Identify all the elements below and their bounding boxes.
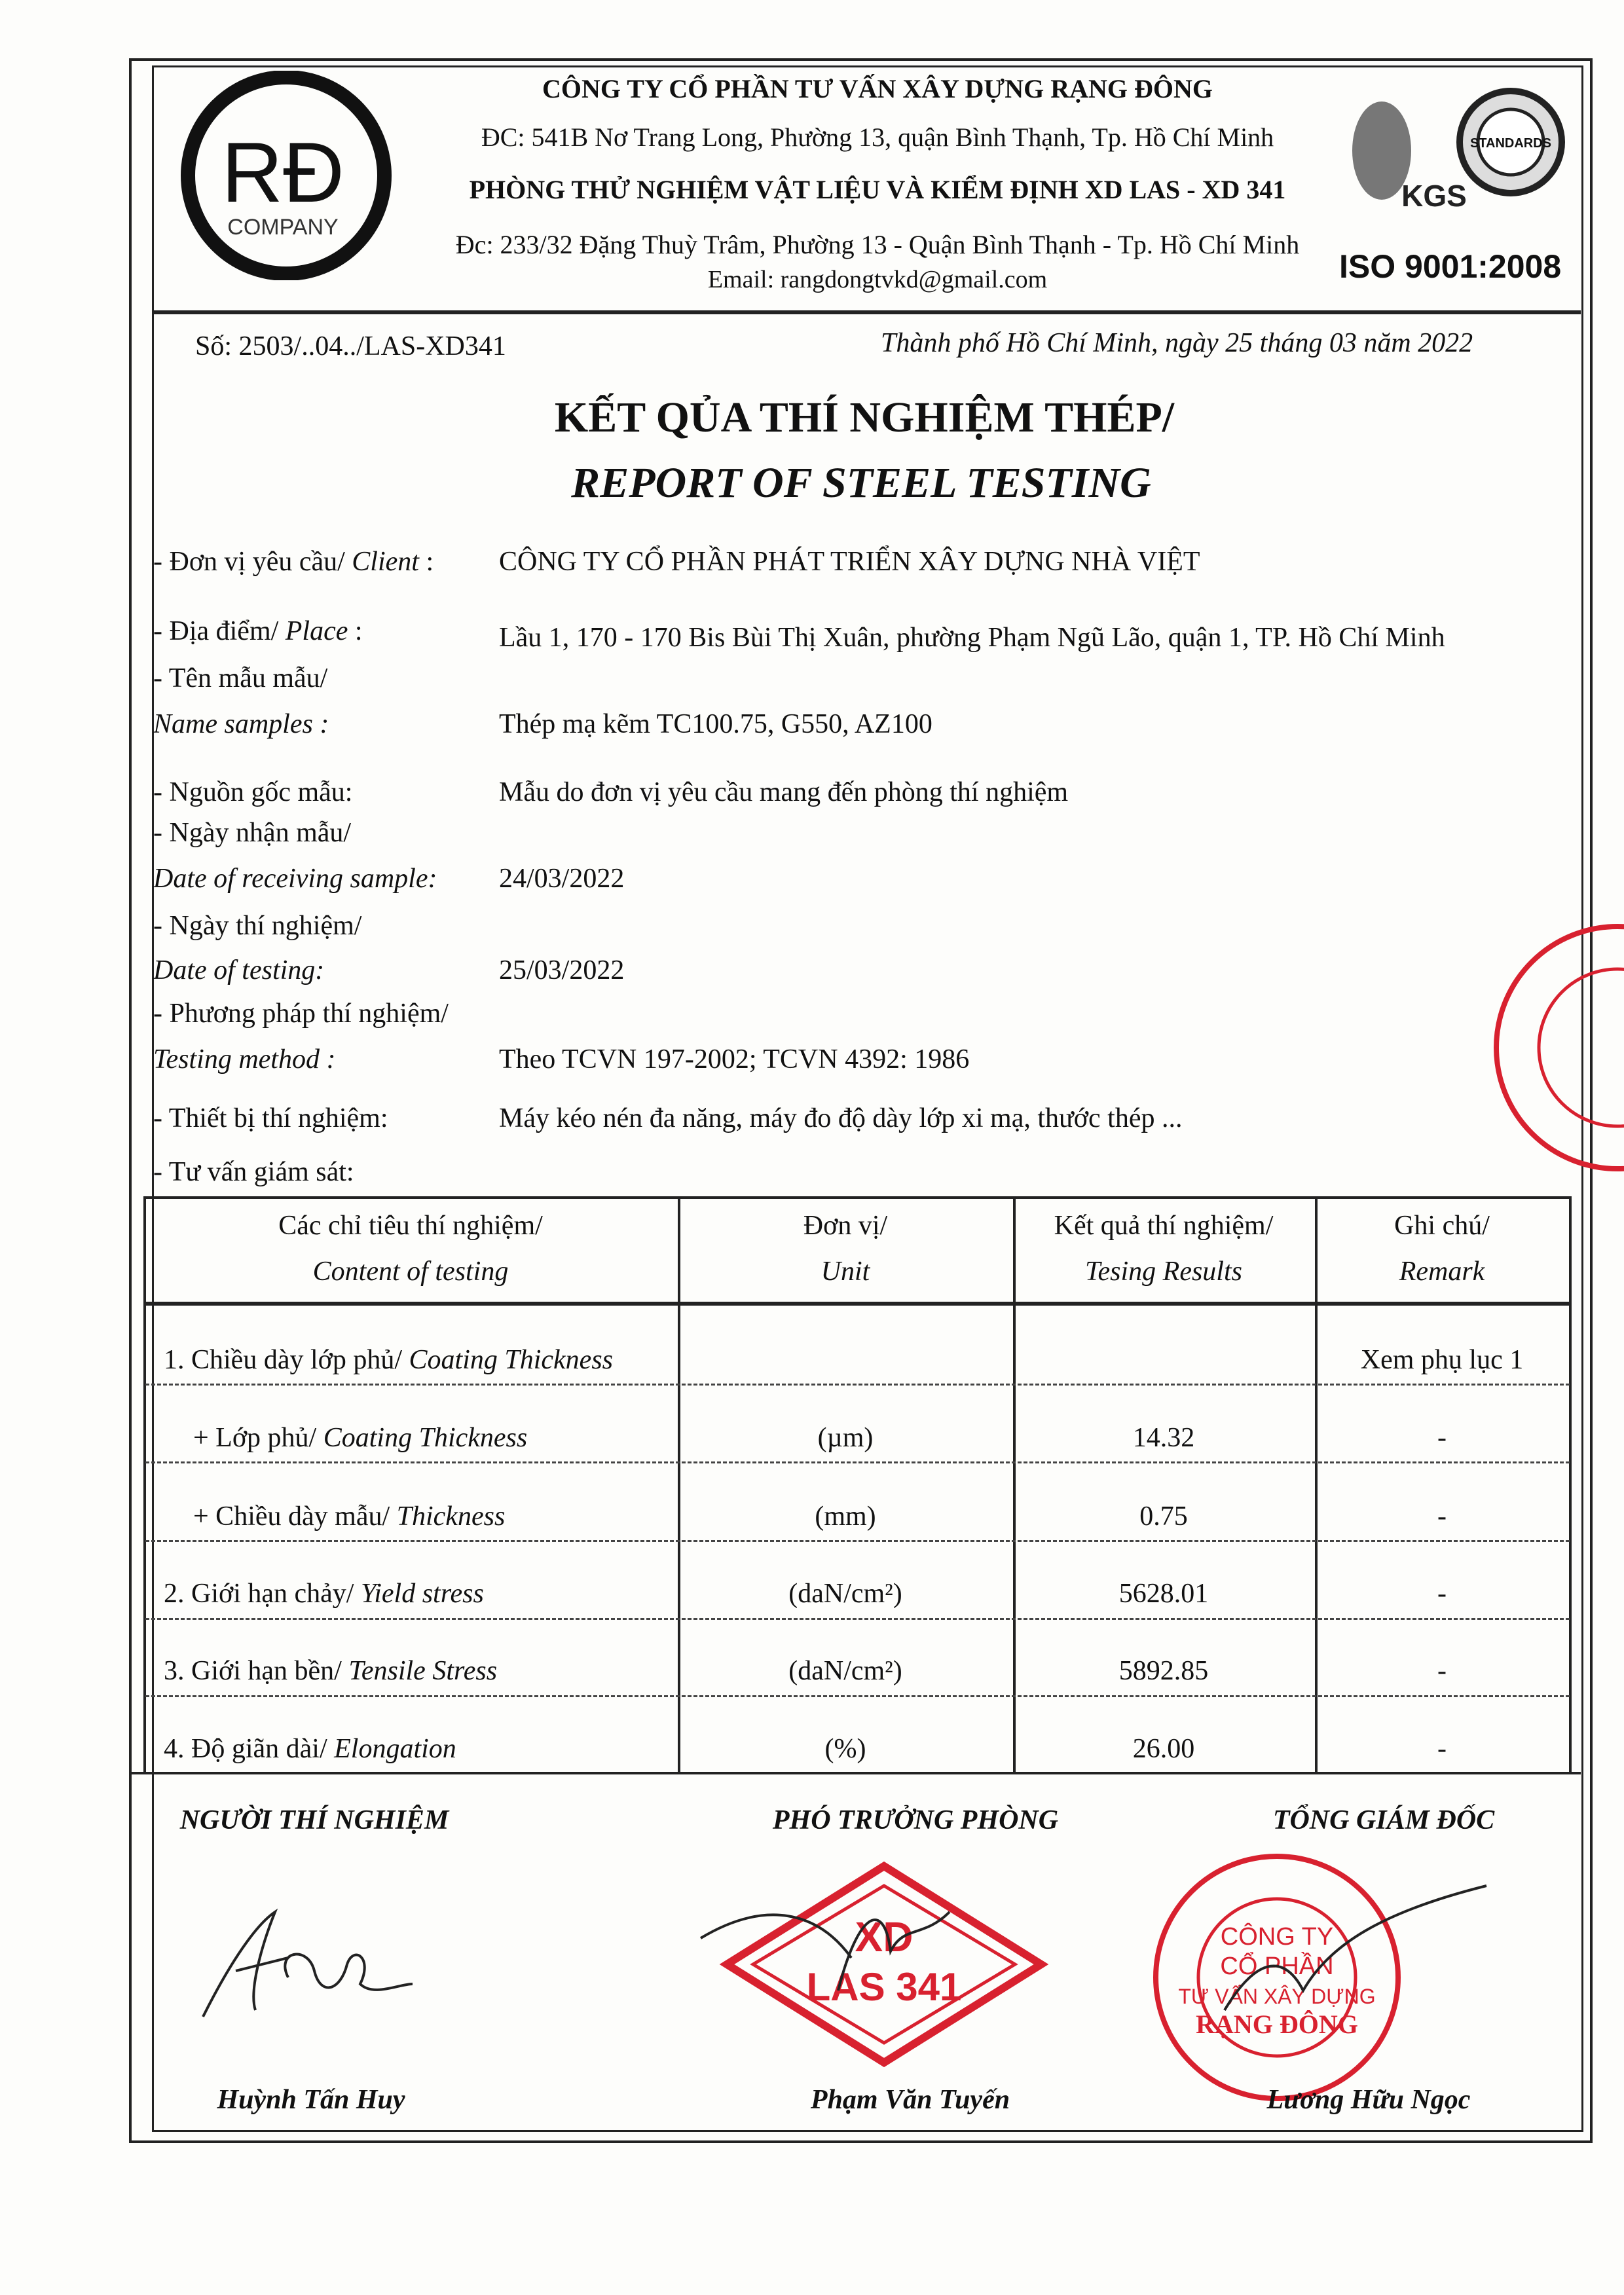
origin-value: Mẫu do đơn vị yêu cầu mang đến phòng thí nghiệm	[499, 777, 1069, 807]
table-row-content: 2. Giới hạn chảy/ Yield stress	[164, 1579, 484, 1609]
title-vi: KẾT QỦA THÍ NGHIỆM THÉP/	[554, 394, 1175, 441]
svg-text:RĐ: RĐ	[221, 124, 344, 220]
client-value: CÔNG TY CỔ PHẦN PHÁT TRIỂN XÂY DỰNG NHÀ VIỆT	[499, 547, 1200, 577]
receive-date-value: 24/03/2022	[499, 864, 625, 894]
svg-text:LAS 341: LAS 341	[806, 1965, 962, 2009]
svg-text:CỔ PHẦN: CỔ PHẦN	[1220, 1953, 1334, 1980]
header-result-en: Tesing Results	[1085, 1257, 1242, 1287]
supervision-label: - Tư vấn giám sát:	[153, 1157, 354, 1187]
sample-value: Thép mạ kẽm TC100.75, G550, AZ100	[499, 709, 932, 739]
signer-title-deputy: PHÓ TRƯỞNG PHÒNG	[772, 1805, 1059, 1835]
diamond-stamp	[727, 1866, 1041, 2063]
receive-date-label: - Ngày nhận mẫu/	[153, 818, 352, 848]
header-unit-vi: Đơn vị/	[803, 1211, 888, 1241]
place-label: - Địa điểm/ Place :	[153, 616, 363, 646]
method-label-en: Testing method :	[153, 1044, 336, 1074]
table-row-unit: (µm)	[817, 1423, 874, 1453]
svg-text:CÔNG TY: CÔNG TY	[1220, 1923, 1334, 1951]
edge-seal	[1493, 917, 1624, 1182]
signature-deputy	[688, 1860, 1080, 2072]
sample-label-en: Name samples :	[153, 709, 329, 739]
table-row-unit: (%)	[824, 1734, 866, 1764]
method-value: Theo TCVN 197-2002; TCVN 4392: 1986	[499, 1044, 970, 1074]
svg-text:RẠNG ĐÔNG: RẠNG ĐÔNG	[1196, 2010, 1358, 2039]
table-row-result: 26.00	[1132, 1734, 1195, 1764]
table-row-remark: Xem phụ lục 1	[1360, 1345, 1524, 1375]
table-row-unit: (mm)	[815, 1501, 876, 1532]
header-divider	[152, 310, 1581, 314]
table-row-content: 4. Độ giãn dài/ Elongation	[164, 1734, 456, 1764]
header-result-vi: Kết quả thí nghiệm/	[1054, 1211, 1274, 1241]
header-content-en: Content of testing	[312, 1257, 509, 1287]
test-date-value: 25/03/2022	[499, 955, 625, 985]
method-label: - Phương pháp thí nghiệm/	[153, 999, 449, 1029]
test-date-label-en: Date of testing:	[153, 955, 325, 985]
header-unit-en: Unit	[821, 1257, 870, 1287]
header-content-vi: Các chỉ tiêu thí nghiệm/	[278, 1211, 543, 1241]
lab-address: Đc: 233/32 Đặng Thuỳ Trâm, Phường 13 - Quận Bình Thạnh - Tp. Hồ Chí Minh	[455, 230, 1300, 259]
standards-logo	[1454, 85, 1568, 200]
header-remark-vi: Ghi chú/	[1394, 1211, 1490, 1241]
table-row-result: 0.75	[1139, 1501, 1188, 1532]
header-remark-en: Remark	[1399, 1257, 1485, 1287]
equipment-value: Máy kéo nén đa năng, máy đo độ dày lớp xi mạ, thước thép ...	[499, 1103, 1183, 1133]
title-en: REPORT OF STEEL TESTING	[571, 459, 1151, 507]
svg-text:COMPANY: COMPANY	[227, 215, 339, 240]
company-address: ĐC: 541B Nơ Trang Long, Phường 13, quận Bình Thạnh, Tp. Hồ Chí Minh	[481, 122, 1274, 152]
test-date-label: - Ngày thí nghiệm/	[153, 911, 362, 941]
company-name: CÔNG TY CỔ PHẦN TƯ VẤN XÂY DỰNG RẠNG ĐÔNG	[542, 74, 1213, 103]
client-label: - Đơn vị yêu cầu/ Client :	[153, 547, 434, 577]
document-number: Số: 2503/..04../LAS-XD341	[195, 331, 506, 361]
lab-name: PHÒNG THỬ NGHIỆM VẬT LIỆU VÀ KIỂM ĐỊNH XD LAS - XD 341	[469, 175, 1286, 204]
table-row-unit: (daN/cm²)	[788, 1656, 902, 1686]
company-logo	[172, 71, 401, 280]
signer-name-deputy: Phạm Văn Tuyến	[810, 2085, 1010, 2115]
iso-badge: ISO 9001:2008	[1339, 248, 1562, 285]
equipment-label: - Thiết bị thí nghiệm:	[153, 1103, 388, 1133]
kgs-logo	[1336, 92, 1467, 236]
signature-tester	[177, 1886, 439, 2046]
table-row-remark: -	[1437, 1656, 1447, 1686]
table-row-remark: -	[1437, 1579, 1447, 1609]
kgs-text: KGS	[1401, 179, 1467, 213]
signer-title-director: TỔNG GIÁM ĐỐC	[1272, 1805, 1495, 1835]
table-row-result: 5892.85	[1118, 1656, 1209, 1686]
table-row-unit: (daN/cm²)	[788, 1579, 902, 1609]
table-row-remark: -	[1437, 1501, 1447, 1532]
table-row-result: 14.32	[1132, 1423, 1195, 1453]
table-row-content: + Chiều dày mẫu/ Thickness	[193, 1501, 506, 1532]
signer-name-director: Lương Hữu Ngọc	[1266, 2085, 1471, 2115]
signer-title-tester: NGƯỜI THÍ NGHIỆM	[179, 1805, 449, 1835]
table-row-remark: -	[1437, 1734, 1447, 1764]
signer-name-tester: Huỳnh Tấn Huy	[217, 2085, 405, 2115]
table-row-remark: -	[1437, 1423, 1447, 1453]
svg-text:TƯ VẤN XÂY DỰNG: TƯ VẤN XÂY DỰNG	[1178, 1985, 1376, 2008]
table-row-content: 1. Chiều dày lớp phủ/ Coating Thickness	[164, 1345, 614, 1375]
origin-label: - Nguồn gốc mẫu:	[153, 777, 353, 807]
place-value: Lầu 1, 170 - 170 Bis Bùi Thị Xuân, phường Phạm Ngũ Lão, quận 1, TP. Hồ Chí Minh	[499, 623, 1445, 653]
sample-label: - Tên mẫu mẫu/	[153, 663, 328, 693]
table-row-result: 5628.01	[1118, 1579, 1209, 1609]
email: Email: rangdongtvkd@gmail.com	[707, 266, 1048, 293]
svg-text:XD: XD	[855, 1913, 913, 1960]
receive-date-label-en: Date of receiving sample:	[153, 864, 437, 894]
company-seal	[1133, 1846, 1500, 2112]
table-row-content: + Lớp phủ/ Coating Thickness	[193, 1423, 528, 1453]
table-row-content: 3. Giới hạn bền/ Tensile Stress	[164, 1656, 498, 1686]
document-date: Thành phố Hồ Chí Minh, ngày 25 tháng 03 năm 2022	[881, 328, 1473, 358]
svg-text:STANDARDS: STANDARDS	[1469, 136, 1552, 151]
